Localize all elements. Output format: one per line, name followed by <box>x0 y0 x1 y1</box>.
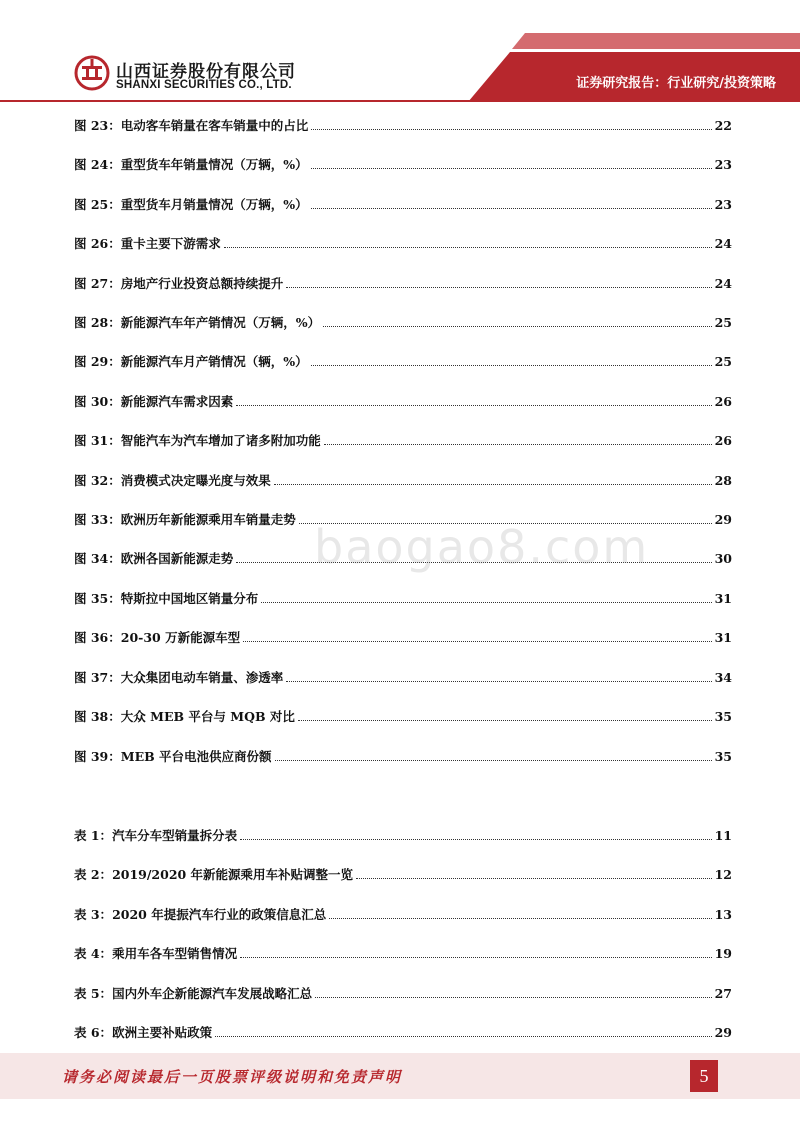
toc-entry-title: 图 31：智能汽车为汽车增加了诸多附加功能 <box>74 433 321 448</box>
page-number: 5 <box>690 1060 718 1092</box>
dot-leader <box>224 247 712 248</box>
company-name-en: SHANXI SECURITIES CO., LTD. <box>116 79 292 91</box>
report-type-label: 证券研究报告：行业研究/投资策略 <box>576 76 776 91</box>
toc-entry-page: 24 <box>714 236 732 251</box>
toc-entry-figure[interactable] <box>74 232 732 252</box>
toc-entry-title: 图 23：电动客车销量在客车销量中的占比 <box>74 118 309 133</box>
toc-entry-page: 12 <box>714 867 732 882</box>
toc-entry-figure[interactable] <box>74 114 732 134</box>
header-divider <box>0 100 800 102</box>
dot-leader <box>275 760 712 761</box>
toc-entry-title: 表 3：2020 年提振汽车行业的政策信息汇总 <box>74 907 327 922</box>
toc-entry-title: 图 27：房地产行业投资总额持续提升 <box>74 276 284 291</box>
dot-leader <box>323 326 711 327</box>
toc-entry-page: 24 <box>714 276 732 291</box>
toc-entry-page: 26 <box>714 433 732 448</box>
toc-entry-title: 图 34：欧洲各国新能源走势 <box>74 551 234 566</box>
toc-entry-page: 25 <box>714 315 732 330</box>
toc-entry-table[interactable] <box>74 863 732 883</box>
dot-leader <box>236 405 711 406</box>
dot-leader <box>243 641 712 642</box>
dot-leader <box>240 957 712 958</box>
toc-entry-title: 图 24：重型货车年销量情况（万辆，%） <box>74 157 308 172</box>
toc-entry-title: 图 29：新能源汽车月产销情况（辆，%） <box>74 354 308 369</box>
toc-entry-figure[interactable] <box>74 193 732 213</box>
dot-leader <box>286 287 711 288</box>
disclaimer-notice: 请务必阅读最后一页股票评级说明和免责声明 <box>62 1068 403 1086</box>
toc-entry-title: 表 5：国内外车企新能源汽车发展战略汇总 <box>74 986 313 1001</box>
dot-leader <box>311 208 712 209</box>
toc-entry-figure[interactable] <box>74 587 732 607</box>
toc-entry-title: 图 30：新能源汽车需求因素 <box>74 394 234 409</box>
toc-entry-table[interactable] <box>74 1021 732 1041</box>
toc-entry-page: 23 <box>714 157 732 172</box>
toc-entry-title: 图 32：消费模式决定曝光度与效果 <box>74 473 271 488</box>
page-header <box>0 0 800 110</box>
page-footer <box>0 1053 800 1099</box>
toc-entry-title: 表 2：2019/2020 年新能源乘用车补贴调整一览 <box>74 867 354 882</box>
toc-entry-title: 表 6：欧洲主要补贴政策 <box>74 1025 213 1040</box>
toc-entry-page: 25 <box>714 354 732 369</box>
dot-leader <box>356 878 712 879</box>
toc-entry-figure[interactable] <box>74 469 732 489</box>
toc-entry-figure[interactable] <box>74 350 732 370</box>
toc-entry-title: 图 36：20-30 万新能源车型 <box>74 630 241 645</box>
dot-leader <box>311 129 711 130</box>
dot-leader <box>311 365 712 366</box>
toc-entry-figure[interactable] <box>74 429 732 449</box>
toc-entry-figure[interactable] <box>74 311 732 331</box>
dot-leader <box>240 839 712 840</box>
dot-leader <box>274 484 712 485</box>
toc-entry-page: 13 <box>714 907 732 922</box>
dot-leader <box>286 681 711 682</box>
toc-entry-figure[interactable] <box>74 705 732 725</box>
dot-leader <box>298 720 712 721</box>
toc-entry-table[interactable] <box>74 824 732 844</box>
toc-entry-title: 表 4：乘用车各车型销售情况 <box>74 946 238 961</box>
toc-entry-table[interactable] <box>74 982 732 1002</box>
toc-entry-title: 表 1：汽车分车型销量拆分表 <box>74 828 238 843</box>
toc-entry-table[interactable] <box>74 942 732 962</box>
toc-entry-figure[interactable] <box>74 153 732 173</box>
toc-entry-page: 29 <box>714 512 732 527</box>
toc-entry-page: 30 <box>714 551 732 566</box>
toc-entry-figure[interactable] <box>74 626 732 646</box>
dot-leader <box>315 997 712 998</box>
dot-leader <box>311 168 712 169</box>
toc-entry-page: 11 <box>714 828 732 843</box>
toc-entry-title: 图 33：欧洲历年新能源乘用车销量走势 <box>74 512 296 527</box>
dot-leader <box>261 602 711 603</box>
toc-entry-page: 35 <box>714 709 732 724</box>
toc-entry-table[interactable] <box>74 903 732 923</box>
toc-entry-title: 图 39：MEB 平台电池供应商份额 <box>74 749 272 764</box>
toc-entry-title: 图 25：重型货车月销量情况（万辆，%） <box>74 197 308 212</box>
toc-entry-page: 31 <box>714 591 732 606</box>
dot-leader <box>324 444 712 445</box>
watermark: baogao8.com <box>314 520 650 574</box>
company-name-cn: 山西证券股份有限公司 <box>116 62 296 82</box>
dot-leader <box>215 1036 712 1037</box>
toc-entry-page: 26 <box>714 394 732 409</box>
toc-entry-page: 28 <box>714 473 732 488</box>
toc-entry-title: 图 35：特斯拉中国地区销量分布 <box>74 591 259 606</box>
toc-entry-page: 23 <box>714 197 732 212</box>
company-logo-icon <box>74 55 110 91</box>
toc-entry-page: 22 <box>714 118 732 133</box>
dot-leader <box>329 918 711 919</box>
toc-entry-page: 27 <box>714 986 732 1001</box>
toc-entry-figure[interactable] <box>74 745 732 765</box>
toc-entry-figure[interactable] <box>74 390 732 410</box>
toc-entry-title: 图 38：大众 MEB 平台与 MQB 对比 <box>74 709 295 724</box>
toc-entry-title: 图 28：新能源汽车年产销情况（万辆，%） <box>74 315 321 330</box>
toc-entry-title: 图 37：大众集团电动车销量、渗透率 <box>74 670 284 685</box>
toc-entry-title: 图 26：重卡主要下游需求 <box>74 236 221 251</box>
toc-entry-page: 34 <box>714 670 732 685</box>
toc-entry-page: 19 <box>714 946 732 961</box>
toc-entry-figure[interactable] <box>74 666 732 686</box>
toc-entry-page: 31 <box>714 630 732 645</box>
toc-entry-figure[interactable] <box>74 272 732 292</box>
toc-entry-page: 29 <box>714 1025 732 1040</box>
toc-entry-page: 35 <box>714 749 732 764</box>
